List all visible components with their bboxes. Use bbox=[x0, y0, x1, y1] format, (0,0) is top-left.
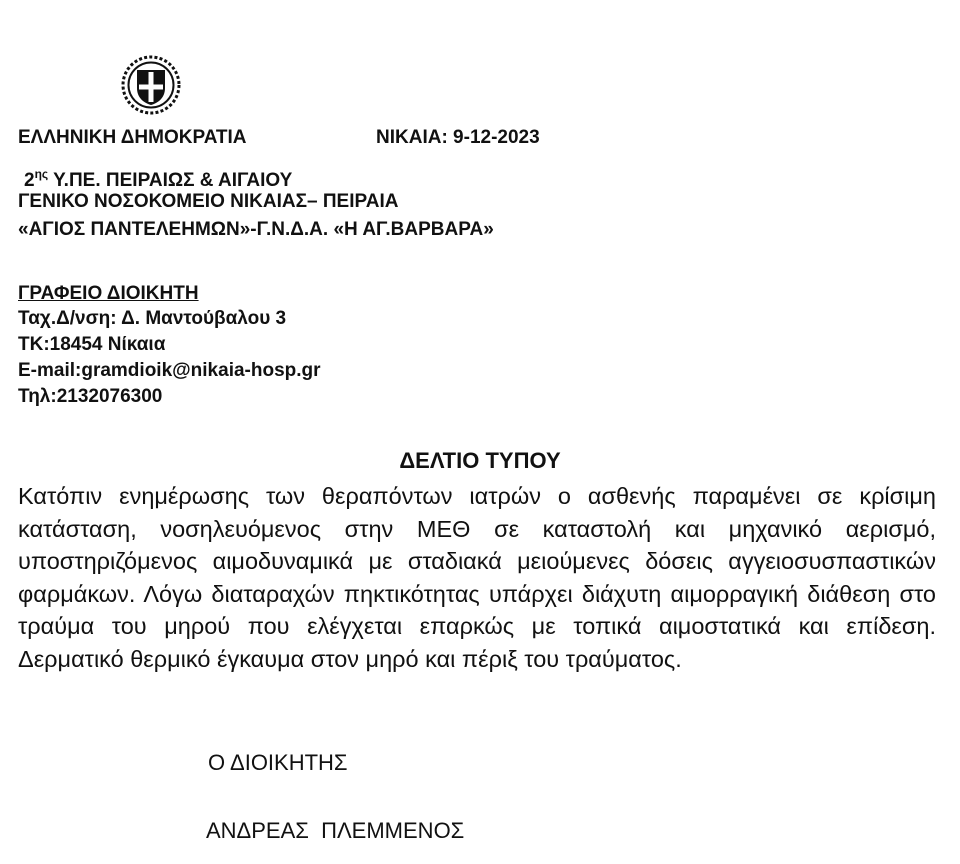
greek-state-emblem-icon bbox=[120, 54, 182, 116]
office-email: E-mail:gramdioik@nikaia-hosp.gr bbox=[18, 360, 321, 381]
signature-role: Ο ΔΙΟΙΚΗΤΗΣ bbox=[208, 750, 348, 775]
signature-name: ΑΝΔΡΕΑΣ ΠΛΕΜΜΕΝΟΣ bbox=[206, 818, 465, 843]
press-release-title: ΔΕΛΤΙΟ ΤΥΠΟΥ bbox=[399, 448, 561, 473]
office-postal: ΤΚ:18454 Νίκαια bbox=[18, 334, 166, 355]
press-release-body: Κατόπιν ενημέρωσης των θεραπόντων ιατρών ο ασθενής παραμένει σε κρίσιμη κατάσταση, νοσηλευόμενος στην ΜΕΘ σε καταστολή και μηχανικό αερισμό, υποστηριζόμενος αιμοδυναμικά με σταδιακά μειούμενες δόσεις αγγειοσυσπαστικών φαρμάκων. Λόγω διαταραχών πηκτικότητας υπάρχει διάχυτη αιμορραγική διάθεση στο τραύμα του μηρού που ελέγχεται επαρκώς με τοπικά αιμοστατικά και επίδεση. Δερματικό θερμικό έγκαυμα στον μηρό και πέριξ του τραύματος. bbox=[18, 483, 936, 672]
health-region-suffix: ης bbox=[34, 167, 49, 181]
office-phone: Τηλ:2132076300 bbox=[18, 386, 163, 407]
hospital-name: ΓΕΝΙΚΟ ΝΟΣΟΚΟΜΕΙΟ ΝΙΚΑΙΑΣ– ΠΕΙΡΑΙΑ bbox=[18, 191, 399, 212]
office-name: ΓΡΑΦΕΙΟ ΔΙΟΙΚΗΤΗ bbox=[18, 283, 199, 304]
hospital-subtitle: «ΑΓΙΟΣ ΠΑΝΤΕΛΕΗΜΩΝ»-Γ.Ν.Δ.Α. «Η ΑΓ.ΒΑΡΒΑΡΑ» bbox=[18, 219, 494, 240]
health-region-number: 2 bbox=[24, 170, 35, 191]
country-name: ΕΛΛΗΝΙΚΗ ΔΗΜΟΚΡΑΤΙΑ bbox=[18, 127, 247, 148]
health-region-name: Υ.ΠΕ. ΠΕΙΡΑΙΩΣ & ΑΙΓΑΙΟΥ bbox=[48, 170, 293, 191]
health-region bbox=[24, 162, 292, 193]
place-date: ΝΙΚΑΙΑ: 9-12-2023 bbox=[376, 127, 540, 148]
office-address: Ταχ.Δ/νση: Δ. Μαντούβαλου 3 bbox=[18, 308, 287, 329]
